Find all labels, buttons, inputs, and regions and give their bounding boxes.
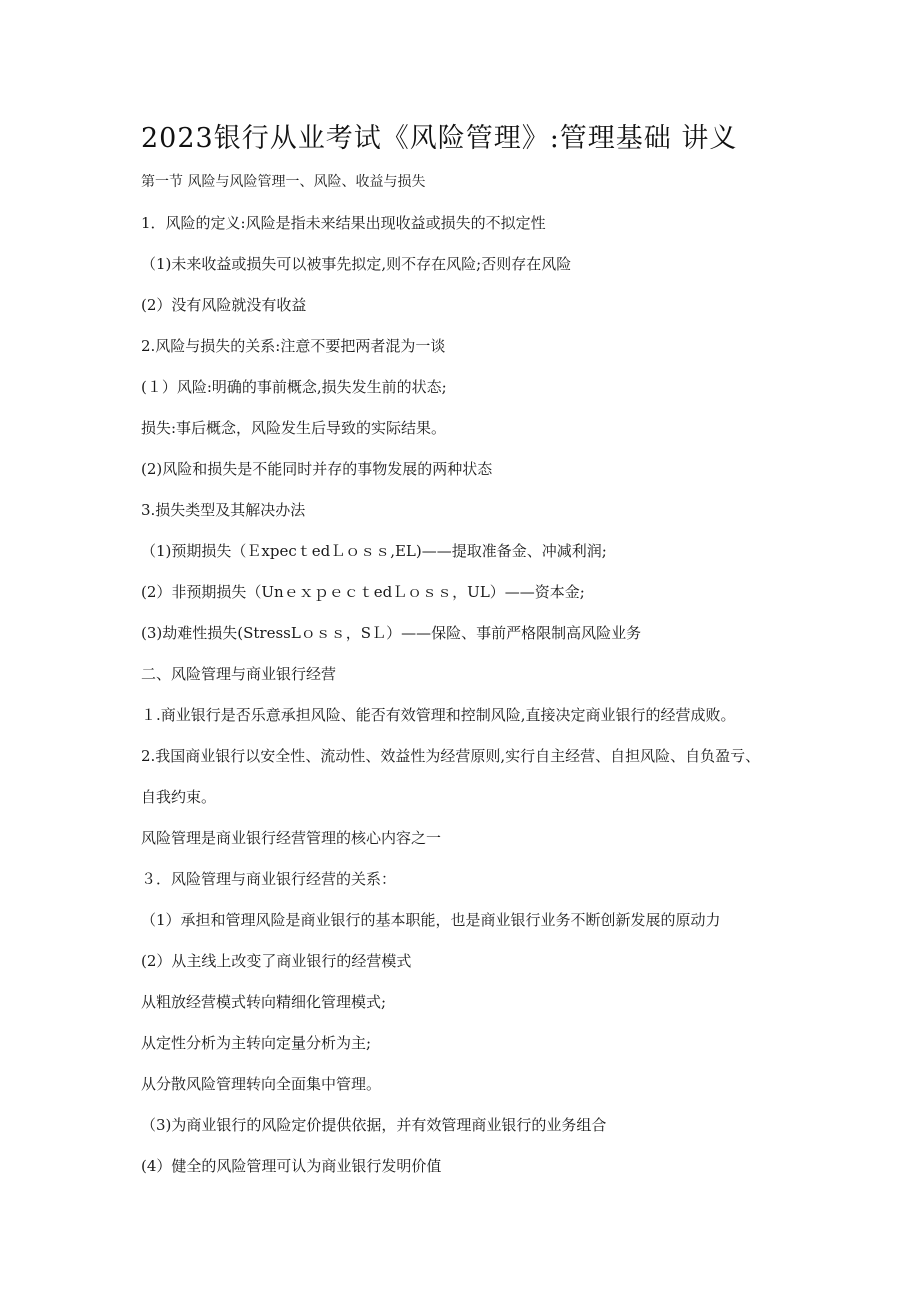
paragraph-line: (2）从主线上改变了商业银行的经营模式 [141,952,412,970]
paragraph-line: (2)风险和损失是不能同时并存的事物发展的两种状态 [141,460,493,478]
paragraph-line: 风险管理是商业银行经营管理的核心内容之一 [141,829,442,847]
paragraph-line: １.商业银行是否乐意承担风险、能否有效管理和控制风险,直接决定商业银行的经营成败。 [141,706,736,724]
paragraph-line: (4）健全的风险管理可认为商业银行发明价值 [141,1157,442,1175]
paragraph-line: (2）没有风险就没有收益 [141,296,307,314]
paragraph-line: (１）风险:明确的事前概念,损失发生前的状态; [141,378,447,396]
paragraph-line: 损失:事后概念，风险发生后导致的实际结果。 [141,419,447,437]
paragraph-line: (2）非预期损失（UnｅｘｐｅｃｔedＬｏｓｓ，UL）——资本金; [141,583,585,601]
section-heading: 第一节 风险与风险管理一、风险、收益与损失 [141,174,426,190]
paragraph-line: （3)为商业银行的风险定价提供依据，并有效管理商业银行的业务组合 [141,1116,607,1134]
paragraph-line: （1)预期损失（ＥxpecｔedＬｏｓｓ,EL)——提取准备金、冲减利润; [141,542,607,560]
paragraph-line: 1．风险的定义:风险是指未来结果出现收益或损失的不拟定性 [141,214,546,232]
paragraph-line: 自我约束。 [141,788,217,806]
paragraph-line: 从分散风险管理转向全面集中管理。 [141,1075,382,1093]
document-title: 2023银行从业考试《风险管理》:管理基础 讲义 [141,123,738,154]
paragraph-line: 2.风险与损失的关系:注意不要把两者混为一谈 [141,337,446,355]
paragraph-line: ３．风险管理与商业银行经营的关系： [141,870,397,888]
paragraph-line: （1）承担和管理风险是商业银行的基本职能，也是商业银行业务不断创新发展的原动力 [141,911,721,929]
paragraph-line: 从粗放经营模式转向精细化管理模式; [141,993,387,1011]
paragraph-line: 从定性分析为主转向定量分析为主; [141,1034,372,1052]
paragraph-line: 2.我国商业银行以安全性、流动性、效益性为经营原则,实行自主经营、自担风险、自负盈亏、 [141,747,761,765]
section-heading: 二、风险管理与商业银行经营 [141,665,337,683]
paragraph-line: (3)劫难性损失(StressLｏｓｓ，SＬ）——保险、事前严格限制高风险业务 [141,624,642,642]
paragraph-line: 3.损失类型及其解决办法 [141,501,306,519]
paragraph-line: （1)未来收益或损失可以被事先拟定,则不存在风险;否则存在风险 [141,255,572,273]
